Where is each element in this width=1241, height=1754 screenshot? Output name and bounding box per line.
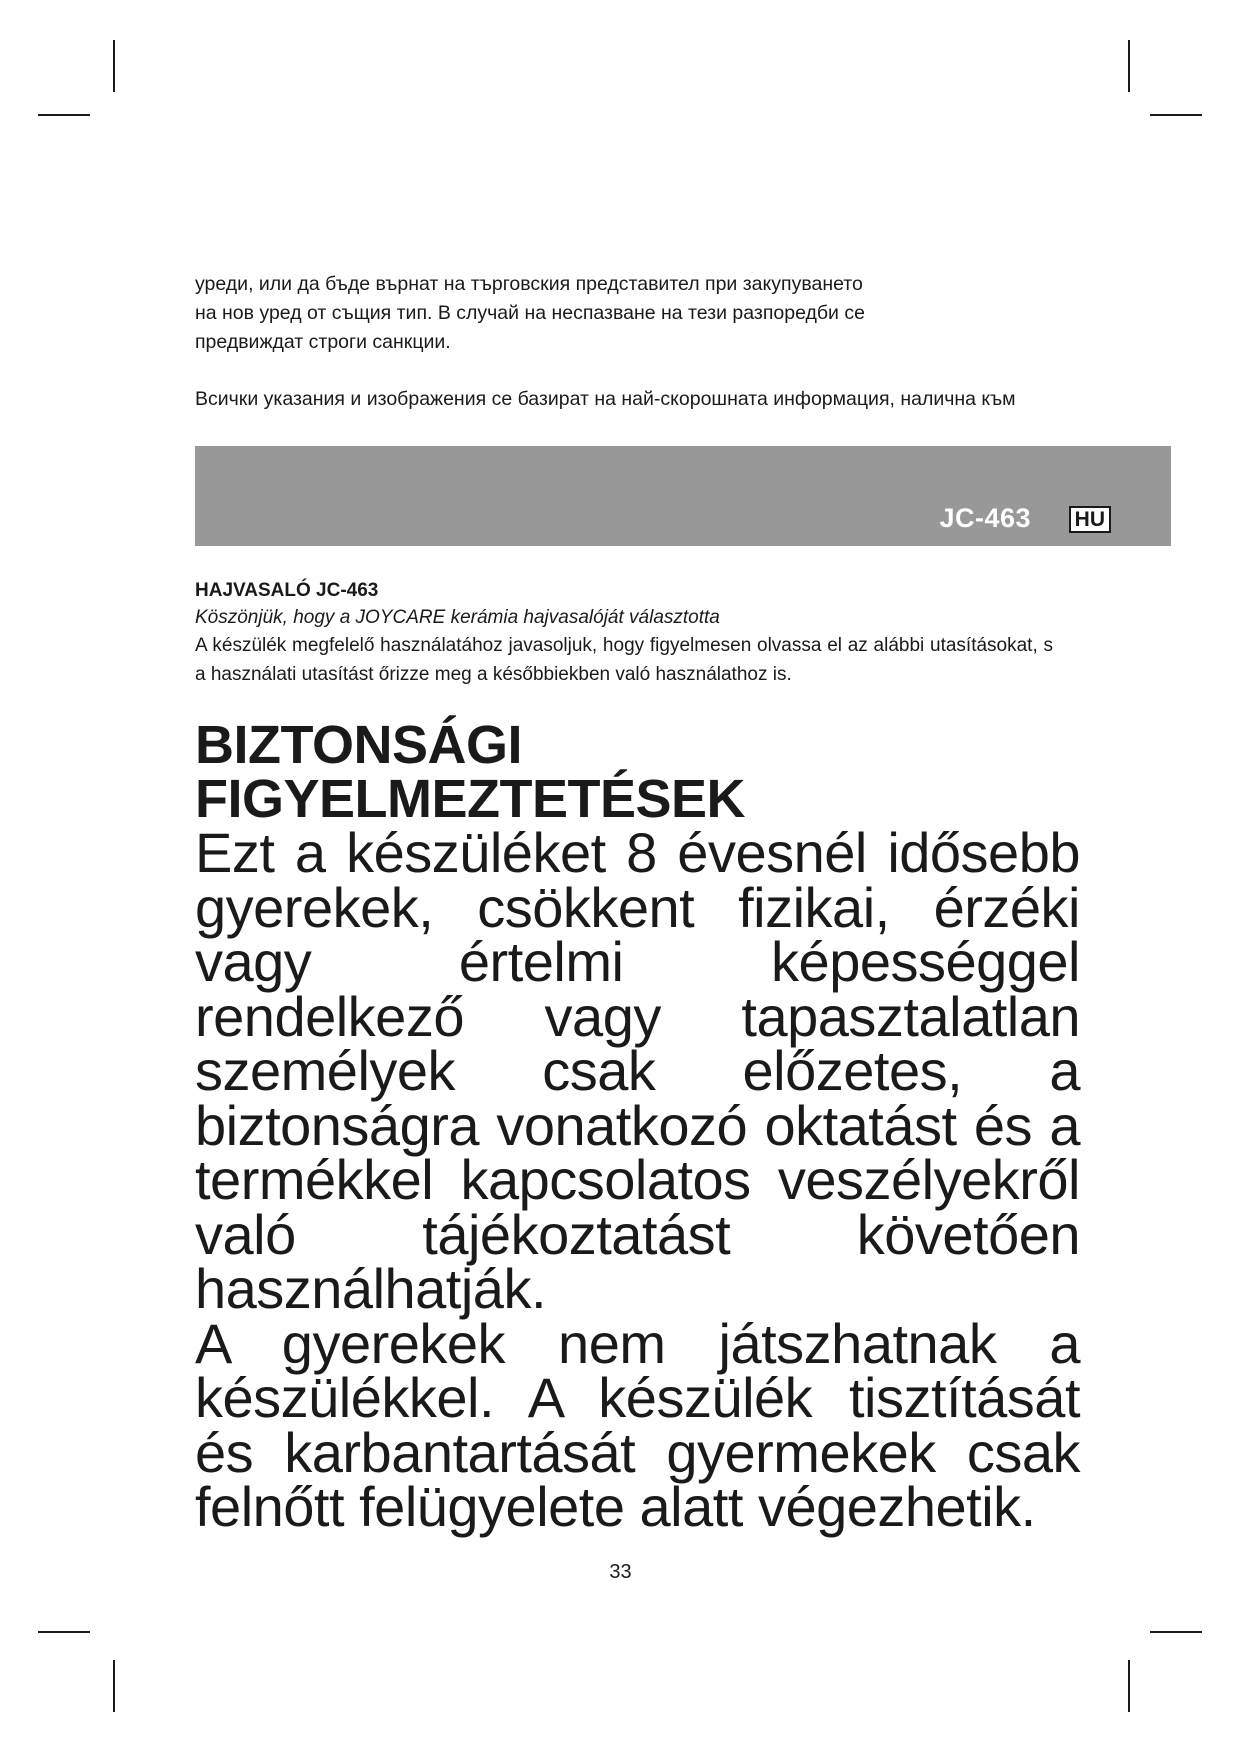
bulgarian-line-3: предвиждат строги санкции. [195, 331, 451, 353]
model-number: JC-463 [939, 503, 1031, 533]
language-badge: HU [1069, 506, 1111, 533]
bulgarian-info-line: Всички указания и изображения се базират на най-скорошната информация, налична към [195, 388, 1016, 410]
bulgarian-line-2: на нов уред от същия тип. В случай на неспазване на тези разпоредби се [195, 302, 865, 324]
thanks-line: Köszönjük, hogy a JOYCARE kerámia hajvasalóját választotta [195, 607, 720, 628]
crop-mark-bottom-left-vertical [113, 1660, 115, 1712]
product-title: HAJVASALÓ JC-463 [195, 580, 379, 601]
safety-paragraph-2: A gyerekek nem játszhatnak a készülékkel. A készülék tisztítását és karbantartását gyermekek csak felnőtt felügyelete alatt végezhetik. [195, 1311, 1080, 1538]
bulgarian-line-1: уреди, или да бъде върнат на търговския представител при закупуването [195, 273, 863, 295]
hungarian-intro [195, 577, 1053, 689]
safety-paragraph-1: Ezt a készüléket 8 évesnél idősebb gyerekek, csökkent fizikai, érzéki vagy értelmi képességgel rendelkező vagy tapasztalatlan személyek csak előzetes, a biztonságra vonatkozó oktatást és a termékkel kapcsolatos veszélyekről való tájékoztatást követően használhatják. [195, 821, 1080, 1320]
crop-mark-top-left-horizontal [38, 114, 90, 116]
crop-mark-top-right-horizontal [1150, 114, 1202, 116]
crop-mark-bottom-left-horizontal [38, 1631, 90, 1633]
safety-section [195, 715, 1080, 1538]
crop-mark-top-left-vertical [113, 40, 115, 92]
section-header-band [195, 446, 1171, 546]
advice-paragraph: A készülék megfelelő használatához javasoljuk, hogy figyelmesen olvassa el az alábbi utasításokat, s a használati utasítást őrizze meg a későbbiekben való használathoz is. [195, 635, 1053, 685]
bulgarian-intro [195, 270, 1075, 414]
crop-mark-bottom-right-vertical [1128, 1660, 1130, 1712]
safety-heading-line-1: BIZTONSÁGI [195, 715, 523, 775]
safety-heading [195, 715, 1080, 829]
safety-heading-line-2: FIGYELMEZTETÉSEK [195, 769, 746, 829]
crop-mark-bottom-right-horizontal [1150, 1631, 1202, 1633]
crop-mark-top-right-vertical [1128, 40, 1130, 92]
page-number: 33 [609, 1561, 632, 1583]
